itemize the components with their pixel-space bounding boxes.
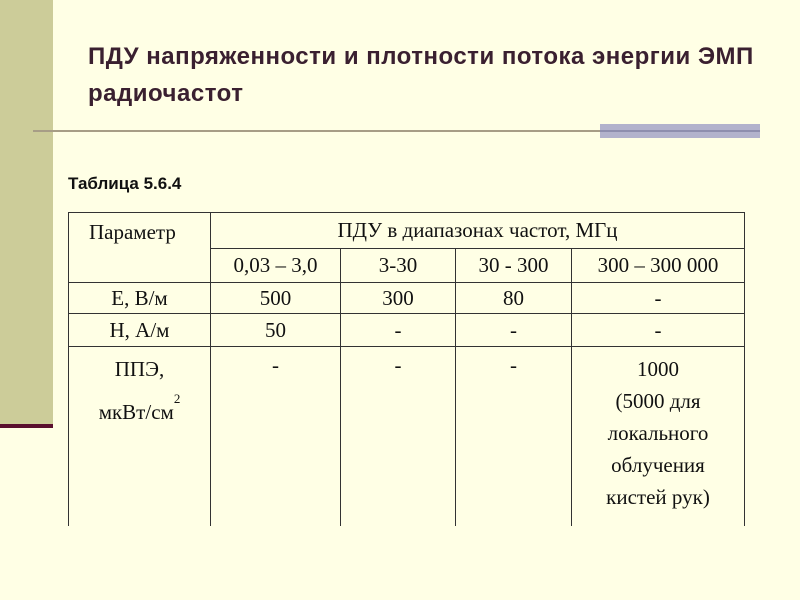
slide-title: ПДУ напряженности и плотности потока энергии ЭМП радиочастот [88,43,754,107]
side-decoration-line [0,424,53,428]
ppe-unit-exponent: 2 [173,391,181,406]
ppe-value-line: облучения [611,453,705,477]
ppe-unit [99,391,181,425]
row-param-name: Н, А/м [69,314,211,347]
range-header: 300 – 300 000 [572,249,745,283]
table-cell: - [341,347,456,527]
table-caption: Таблица 5.6.4 [68,174,182,193]
table-cell: 50 [211,314,341,347]
range-header: 30 - 300 [456,249,572,283]
side-decoration-bar [0,0,53,427]
table-cell: - [341,314,456,347]
table-cell: - [456,347,572,527]
table-cell: - [211,347,341,527]
table-cell: - [456,314,572,347]
table-cell: 300 [341,283,456,314]
range-header: 0,03 – 3,0 [211,249,341,283]
ppe-unit-text: мкВт/см [98,400,174,424]
ppe-value-line: 1000 [637,357,679,381]
row-param-name: Е, В/м [69,283,211,314]
table-row [69,283,745,314]
table-cell: 500 [211,283,341,314]
ppe-value-line: локального [607,421,709,445]
ppe-label: ППЭ, [114,357,165,381]
table-cell: - [572,314,745,347]
table-row [69,347,745,527]
range-group-header: ПДУ в диапазонах частот, МГц [211,213,745,249]
title-underline-accent [600,124,760,138]
table-row [69,314,745,347]
limits-table [68,212,745,526]
row-param-name [69,347,211,527]
ppe-value-line: (5000 для [615,389,701,413]
title-underline [33,130,600,132]
table-cell [572,347,745,527]
table-header-row [69,213,745,249]
table-cell: - [572,283,745,314]
ppe-value-line: кистей рук) [606,485,710,509]
range-header: 3-30 [341,249,456,283]
param-column-header: Параметр [69,213,211,283]
table-cell: 80 [456,283,572,314]
